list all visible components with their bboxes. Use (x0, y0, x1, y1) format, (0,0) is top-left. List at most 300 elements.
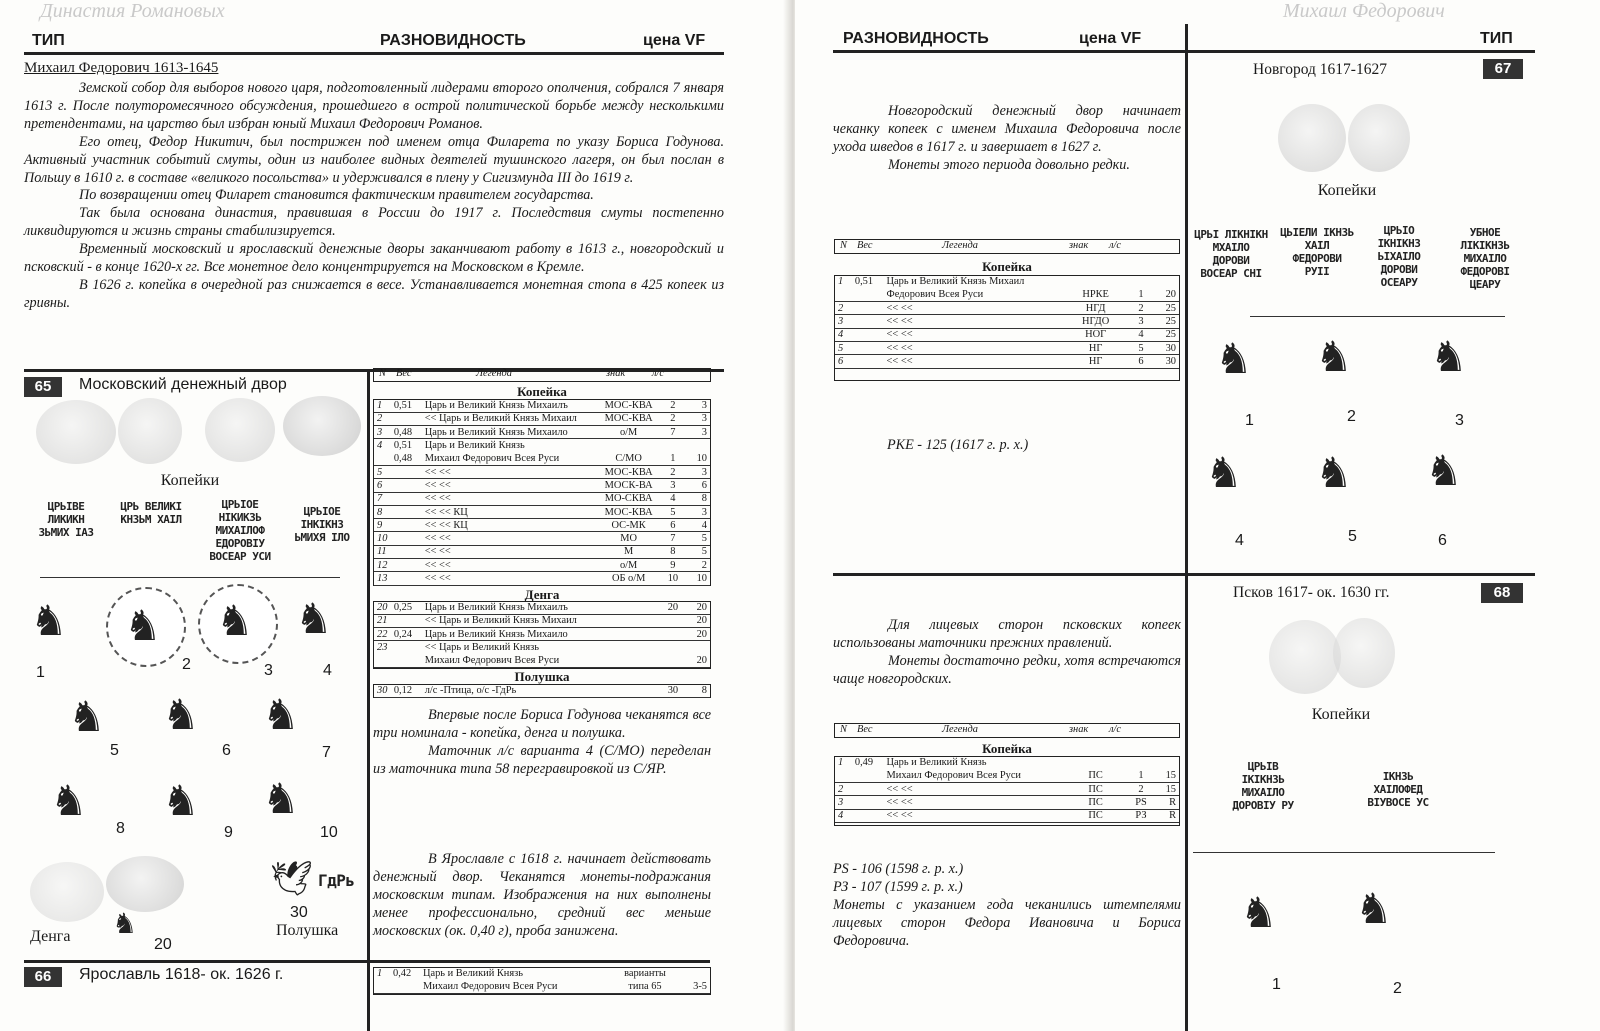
rider-number: 3 (264, 662, 273, 679)
table-cell: 1 (374, 399, 391, 412)
col-ls: л/с (652, 368, 665, 379)
table-cell: 4 (835, 809, 852, 822)
table-cell (852, 288, 884, 301)
table-cell: РЗ (1128, 809, 1153, 822)
note-para: В Ярославле с 1618 г. начинает действовать денежный двор. Чеканятся монеты-подражания московским типам. Изображения на них выполнены менее профессионально, средний вес меньше московских (ок. 0,40 г), проба занижена. (373, 851, 711, 939)
table-cell (1063, 756, 1128, 769)
table-cell: ПС (1063, 769, 1128, 782)
col-weight: Вес (857, 240, 873, 251)
table-cell: << << (884, 809, 1063, 822)
header-rule (833, 50, 1535, 53)
header-variety: РАЗНОВИДНОСТЬ (380, 32, 526, 49)
table-cell: 2 (374, 412, 391, 425)
table-row (374, 519, 710, 532)
rider-icon: ♞ (1315, 448, 1353, 497)
table-cell (391, 479, 422, 492)
table-cell: 2 (1128, 783, 1153, 796)
type-title-66: Ярославль 1618- ок. 1626 г. (79, 966, 284, 983)
table-cell: 8 (685, 684, 710, 697)
table-cell: ПС (1063, 783, 1128, 796)
section-kopeika: Копейка (982, 259, 1032, 274)
table-cell: 6 (835, 355, 852, 368)
table-cell: 6 (661, 519, 686, 532)
note-line: PS - 106 (1598 г. р. х.) (833, 861, 964, 877)
text-para: Монеты этого периода довольно редки. (888, 157, 1130, 173)
table-cell: 30 (1154, 341, 1179, 354)
intro-para: Его отец, Федор Никитич, был пострижен под именем отца Филарета по указу Бориса Годунова. Активный участник событий смуты, один из наиболее видных деятелей тушинского лагеря, он был послан в Польшу в 1610 г. в составе «великого посольства» и удерживался в плену у Сигизмунда III до 1619 г. (24, 133, 724, 186)
table-cell: 25 (1154, 302, 1179, 315)
rider-icon: ♞ (50, 776, 88, 825)
table-cell: 9 (374, 519, 391, 532)
section-rule (833, 573, 1535, 576)
table-cell: 0,48 (391, 426, 422, 439)
col-weight: Вес (396, 368, 412, 379)
table-row (835, 769, 1179, 782)
table-row (374, 439, 710, 452)
col-n: N (840, 724, 847, 735)
table-cell (391, 545, 422, 558)
note-67: РКЕ - 125 (1617 г. р. х.) (887, 437, 1029, 453)
table-cell: 15 (1154, 783, 1179, 796)
rider-icon: ♞ (112, 907, 138, 940)
table-cell: Царь и Великий Князь Михаилъ (422, 399, 597, 412)
header-price: цена VF (643, 32, 706, 49)
table-cell (597, 439, 661, 452)
header-rule (24, 52, 724, 55)
table-cell: 9 (661, 559, 686, 572)
table-cell: 4 (661, 492, 686, 505)
notes-65 (373, 706, 711, 778)
table-cell: << << (884, 341, 1063, 354)
table-row (374, 628, 710, 641)
coin-photo (1278, 104, 1346, 172)
table-cell: НГ (1063, 355, 1128, 368)
table-cell: Царь и Великий Князь Михаило (422, 426, 597, 439)
table-cell (685, 641, 710, 654)
table-cell: МО (597, 532, 661, 545)
table-cell: Царь и Великий Князь (423, 968, 523, 980)
note-line: РЗ - 107 (1599 г. р. х.) (833, 879, 963, 895)
coin-legend: ІКНЗЬ ХАІЛОФЕД ВІУВОСЕ УС (1367, 770, 1429, 809)
coin-legend: ЦРЬІ ЛІКНІКН МХАІЛО ДОРОВИ ВОСЕАР СНІ (1194, 228, 1268, 280)
table-cell: Михаил Федорович Всея Руси (422, 452, 597, 465)
table-cell: 3 (685, 505, 710, 518)
table-cell: НГ (1063, 341, 1128, 354)
table-cell: Царь и Великий Князь (886, 757, 987, 769)
table-cell: << << (422, 492, 597, 505)
col-ls: л/с (1109, 724, 1122, 735)
table-cell: 6 (1128, 355, 1153, 368)
type-badge-65: 65 (24, 377, 62, 397)
rider-number: 8 (116, 820, 125, 837)
table-cell (374, 654, 391, 667)
kopeki-label: Копейки (1311, 706, 1371, 723)
table-cell (391, 559, 422, 572)
table-cell: 8 (661, 545, 686, 558)
table-header-box (834, 723, 1180, 738)
table-cell: << << (422, 465, 597, 478)
table-row (374, 452, 710, 465)
coin-legend: ЦРЬ ВЕЛИКІ КНЗЬМ ХАІЛ (120, 500, 182, 526)
table-cell: << Царь и Великий Князь Михаил (422, 614, 597, 627)
table-cell: << << КЦ (422, 505, 597, 518)
table-row (374, 465, 710, 478)
table-cell: 5 (374, 465, 391, 478)
table-cell: Михаил Федорович Всея Руси (422, 654, 597, 667)
table-cell: << << (884, 302, 1063, 315)
text-67 (833, 102, 1181, 174)
table-cell (391, 572, 422, 585)
table-cell (390, 980, 420, 993)
table-cell: 0,25 (391, 601, 422, 614)
rider-number: 2 (182, 656, 191, 673)
intro-para: Земской собор для выборов нового царя, подготовленный лидерами второго ополчения, собрался 7 января 1613 г. После полуторомесячного обсуждения, прошедшего в острой политической борьбе между несколькими претендентами, на царство был избран юный Михаил Федорович Романов. (24, 80, 724, 132)
col-mark: знак (606, 368, 626, 379)
table-cell (852, 341, 884, 354)
table-cell (835, 769, 852, 782)
table-cell: МО-СКВА (597, 492, 661, 505)
table-cell (391, 412, 422, 425)
kopeki-label: Копейки (1317, 182, 1377, 199)
table-cell: 4 (835, 328, 852, 341)
column-divider (1185, 24, 1188, 1031)
table-cell: 5 (1128, 341, 1153, 354)
table-cell: 5 (835, 341, 852, 354)
table-row (835, 302, 1179, 315)
kopeki-label: Копейки (160, 472, 220, 489)
denga-label: Денга (30, 928, 71, 945)
type-badge-66: 66 (24, 967, 62, 987)
table-cell: 0,51 (393, 440, 413, 452)
table-cell: Царь и Великий Князь Михаило (422, 628, 597, 641)
table-cell: 10 (685, 452, 710, 465)
table-cell: R (1154, 809, 1179, 822)
text-68 (833, 616, 1181, 688)
type-badge-68: 68 (1481, 583, 1523, 603)
table-cell: 2 (661, 399, 686, 412)
table-cell: 2 (835, 302, 852, 315)
col-legend: Легенда (942, 240, 978, 251)
table-cell: 5 (685, 532, 710, 545)
table-cell: 2 (661, 412, 686, 425)
table-row (835, 809, 1179, 822)
coin-photo (118, 398, 182, 464)
table-cell: 3 (1128, 315, 1153, 328)
table-cell: 20 (685, 654, 710, 667)
rider-icon: ♞ (295, 594, 333, 643)
table-cell (374, 452, 391, 465)
table-cell: << Царь и Великий Князь Михаил (422, 412, 597, 425)
denga-table (374, 601, 710, 668)
left-page (0, 0, 790, 1031)
type-title-67: Новгород 1617-1627 (1253, 61, 1387, 78)
table-row (374, 559, 710, 572)
table-cell: 20 (661, 601, 686, 614)
table-cell: л/с -Птица, о/с -ГдРь (422, 684, 597, 697)
rider-icon: ♞ (1205, 448, 1243, 497)
divider (1250, 316, 1505, 317)
table-cell: 1 (1128, 288, 1153, 301)
table-cell (852, 355, 884, 368)
note-para: Маточник л/с варианта 4 (С/МО) переделан из маточника типа 58 перегравировкой из С/ЯР. (373, 743, 711, 777)
table-cell: 7 (661, 532, 686, 545)
table-cell: 8 (374, 505, 391, 518)
table-cell: 2 (685, 559, 710, 572)
table-row (374, 684, 710, 697)
table-cell: 20 (685, 614, 710, 627)
table-cell (597, 654, 661, 667)
table-cell (661, 641, 686, 654)
table-cell: 0,42 (393, 968, 412, 980)
table-cell: Федорович Всея Руси (884, 288, 1063, 301)
table-row (835, 275, 1179, 288)
table-cell: 8 (685, 492, 710, 505)
table-cell (1128, 756, 1153, 769)
table-cell: 3 (661, 479, 686, 492)
rider-icon: ♞ (162, 776, 200, 825)
text-para: Для лицевых сторон псковских копеек использованы маточники прежних правлений. (833, 617, 1181, 651)
table-cell: ОБ о/М (597, 572, 661, 585)
coin-number: 30 (290, 904, 308, 921)
rider-icon: ♞ (1355, 884, 1393, 933)
rider-number: 7 (322, 744, 331, 761)
col-mark: знак (1069, 240, 1089, 251)
intro-para: Так была основана династия, правившая в России до 1917 г. Последствия смуты постепенно ликвидируются и жизнь страны стабилизируется. (24, 205, 724, 240)
table-header-box (834, 239, 1180, 254)
table-cell: 2 (835, 783, 852, 796)
col-ls: л/с (1109, 240, 1122, 251)
rider-icon: ♞ (262, 690, 300, 739)
table-cell: о/М (597, 426, 661, 439)
table-cell (597, 601, 661, 614)
table-cell: 2 (1128, 302, 1153, 315)
table-cell (391, 654, 422, 667)
coin-photo (106, 856, 184, 912)
table-row (835, 341, 1179, 354)
table-cell: 30 (374, 684, 391, 697)
coin-photo (1348, 104, 1410, 172)
rider-number: 5 (1348, 528, 1357, 545)
table-row (374, 479, 710, 492)
table-cell: о/М (597, 559, 661, 572)
rider-icon: ♞ (1215, 334, 1253, 383)
table-row (374, 967, 710, 980)
table-cell: << << (422, 572, 597, 585)
table-cell (835, 288, 852, 301)
table-cell (391, 505, 422, 518)
running-head-right: Михаил Федорович (1283, 0, 1445, 22)
table-cell (391, 492, 422, 505)
table-cell: 20 (685, 601, 710, 614)
table-cell (852, 302, 884, 315)
table-cell: 3-5 (680, 980, 710, 993)
table-cell: << << (422, 559, 597, 572)
type-title-68: Псков 1617- ок. 1630 гг. (1233, 584, 1390, 601)
intro-text (24, 80, 724, 313)
rider-icon: ♞ (216, 596, 254, 645)
table-cell: R (1154, 796, 1179, 809)
table-cell (597, 641, 661, 654)
rider-icon: ♞ (1430, 332, 1468, 381)
kopeika-table (374, 399, 710, 586)
rider-number: 9 (224, 824, 233, 841)
rider-icon: ♞ (30, 596, 68, 645)
table-cell: НГДО (1063, 315, 1128, 328)
table-cell: НРКЕ (1063, 288, 1128, 301)
coin-legend: ЦРЬІВ ІКІКНЗЬ МИХАІЛО ДОРОВІУ РУ (1232, 760, 1294, 812)
coin-legend: ЦРЬІОЕ НІКИКЗЬ МИХАІЛОФ ЕДОРОВІУ ВОСЕАР УСИ (209, 498, 271, 563)
table-cell: 4 (1128, 328, 1153, 341)
table-cell (852, 328, 884, 341)
table-cell (391, 519, 422, 532)
coin-photo (1269, 620, 1341, 694)
note-para: Впервые после Бориса Годунова чеканятся все три номинала - копейка, денга и полушка. (373, 707, 711, 741)
table-cell: ОС-МК (597, 519, 661, 532)
rider-icon: ♞ (1315, 332, 1353, 381)
table-cell: МОСК-ВА (597, 479, 661, 492)
col-weight: Вес (857, 724, 873, 735)
table-cell: 1 (377, 968, 383, 980)
coin-photo (1333, 618, 1395, 688)
table-cell: << << (884, 355, 1063, 368)
table-cell: 23 (377, 642, 388, 654)
reign-title: Михаил Федорович 1613-1645 (24, 60, 219, 76)
table-cell: НОГ (1063, 328, 1128, 341)
table-row (374, 505, 710, 518)
table-row (835, 783, 1179, 796)
header-variety: РАЗНОВИДНОСТЬ (843, 30, 989, 47)
table-cell: 21 (374, 614, 391, 627)
table-cell (597, 614, 661, 627)
table-cell: варианты (624, 968, 666, 980)
coin-photo (205, 398, 275, 462)
rider-number: 5 (110, 742, 119, 759)
table-row (374, 492, 710, 505)
type-badge-67: 67 (1483, 59, 1523, 79)
table-cell: 1 (661, 452, 686, 465)
polushka-label: Полушка (276, 922, 339, 939)
rider-number: 10 (320, 824, 338, 841)
table-row (374, 614, 710, 627)
table-cell: 3 (685, 465, 710, 478)
table-cell: М (597, 545, 661, 558)
table-cell (852, 809, 884, 822)
coin-photo (36, 400, 116, 464)
table-cell: << << (422, 532, 597, 545)
table-cell: 2 (661, 465, 686, 478)
coin-legend: УБНОЕ ЛІКІКНЗЬ МИХАІЛО ФЕДОРОВІ ЦЕАРУ (1460, 226, 1510, 291)
table-cell (1154, 275, 1179, 288)
notes-yaroslavl (373, 850, 711, 940)
column-divider (367, 369, 370, 1031)
table-row (835, 315, 1179, 328)
table-cell: 12 (374, 559, 391, 572)
table-cell: << Царь и Великий Князь (424, 642, 540, 654)
header-type: ТИП (32, 32, 65, 49)
table-cell: МОС-КВА (597, 505, 661, 518)
table-row (374, 426, 710, 439)
table-cell: 30 (1154, 355, 1179, 368)
coin-photo (283, 396, 361, 456)
table-cell (597, 684, 661, 697)
table-cell: Царь и Великий Князь Михаилъ (422, 601, 597, 614)
table-cell: ПС (1063, 796, 1128, 809)
coin-legend: ЦРЬІОЕ ІНКІКНЗ ЬМИХЯ ІЛО (294, 505, 350, 544)
table-cell: << << (884, 796, 1063, 809)
rider-number: 1 (1245, 412, 1254, 429)
table-row (374, 601, 710, 614)
table-cell (391, 641, 422, 654)
table-cell: << << (422, 545, 597, 558)
rider-number: 4 (323, 662, 332, 679)
table-cell: 6 (685, 479, 710, 492)
table-cell: 0,51 (854, 276, 874, 288)
table-cell: 0,48 (391, 452, 422, 465)
rider-number: 2 (1347, 408, 1356, 425)
table-cell: << << (884, 328, 1063, 341)
table-row (374, 545, 710, 558)
table-cell: 20 (685, 628, 710, 641)
text-para: Монеты достаточно редки, хотя встречаются чаще новгородских. (833, 653, 1181, 687)
table-cell (661, 439, 686, 452)
table-cell (391, 465, 422, 478)
rider-number: 4 (1235, 532, 1244, 549)
col-n: N (379, 368, 386, 379)
table-cell: типа 65 (610, 980, 680, 993)
notes-68 (833, 860, 1181, 950)
table-cell: 30 (661, 684, 686, 697)
table-cell (374, 980, 390, 993)
coin-legend: ГдРь (318, 871, 355, 890)
rider-number: 6 (1438, 532, 1447, 549)
table-cell: 0,49 (854, 757, 874, 769)
table-cell (1154, 756, 1179, 769)
table-cell: Михаил Федорович Всея Руси (420, 980, 610, 993)
table-cell: 25 (1154, 328, 1179, 341)
table-row (835, 328, 1179, 341)
table-cell: 3 (685, 412, 710, 425)
table-cell (661, 628, 686, 641)
section-rule (24, 960, 710, 963)
table-cell: << << (422, 479, 597, 492)
table-row (374, 532, 710, 545)
table-cell: 3 (835, 796, 852, 809)
table-cell: PS (1128, 796, 1153, 809)
type66-table (374, 967, 710, 994)
table-cell: ПС (1063, 809, 1128, 822)
rider-number: 2 (1393, 980, 1402, 997)
table-cell: Михаил Федорович Всея Руси (884, 769, 1063, 782)
section-kopeika: Копейка (982, 741, 1032, 756)
table-row (835, 288, 1179, 301)
table-row (374, 399, 710, 412)
rider-number: 1 (36, 664, 45, 681)
table-cell: 0,24 (391, 628, 422, 641)
rider-icon: ♞ (1425, 446, 1463, 495)
rider-icon: ♞ (1240, 888, 1278, 937)
table-cell: 22 (374, 628, 391, 641)
table-cell (685, 439, 710, 452)
table-cell (852, 315, 884, 328)
table-cell (852, 783, 884, 796)
table-row (374, 412, 710, 425)
table-cell: 7 (661, 426, 686, 439)
table-row (374, 654, 710, 667)
table-cell: 5 (661, 505, 686, 518)
table-cell: 7 (374, 492, 391, 505)
table-cell: 1 (1128, 769, 1153, 782)
table-cell: 4 (685, 519, 710, 532)
